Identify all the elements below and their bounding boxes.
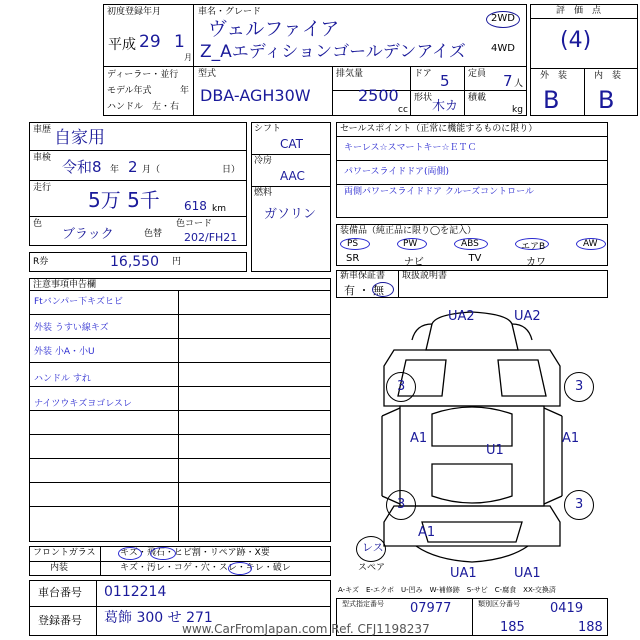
drive-4wd: 4WD — [491, 43, 515, 54]
spare-mark: レス — [362, 541, 384, 554]
mileage-label: 走行 — [33, 183, 52, 193]
note-5: ナイツウキズヨゴレスレ — [34, 399, 132, 409]
chassis-value: 0112214 — [104, 584, 167, 600]
mark-3-left-upper: 3 — [397, 379, 406, 394]
chassis-label: 車台番号 — [38, 586, 82, 599]
inspection-day-unit: 日） — [222, 165, 241, 175]
equip-ps: PS — [347, 239, 359, 249]
model-year-label: モデル年式 — [107, 86, 152, 96]
mark-a1-lower: A1 — [418, 525, 436, 540]
spare-label: スペア — [358, 563, 386, 573]
first-reg-label: 初度登録年月 — [107, 7, 162, 17]
warranty-circle — [372, 282, 394, 297]
warranty-value: 有 ・ 無 — [344, 284, 384, 297]
km-unit: km — [212, 204, 226, 214]
dim-2: 188 — [578, 620, 603, 635]
recycle-value: 16,550 — [110, 254, 159, 270]
era: 平成 — [108, 37, 136, 53]
ac-label: 冷房 — [254, 156, 273, 166]
category-value: 0419 — [550, 601, 584, 616]
exterior-score: B — [543, 86, 560, 114]
note-2: 外装 うすい線キズ — [34, 323, 109, 333]
reg-year: 29 — [139, 32, 161, 52]
dealer-label: ディーラー・並行 — [107, 70, 179, 80]
interior-label: 内 装 — [594, 71, 622, 81]
exterior-label: 外 装 — [540, 71, 568, 81]
damage-legend: A-キズ E-エクボ U-凹み W-補修跡 S-サビ C-腐食 XX-交換済 — [338, 586, 556, 594]
handle-label: ハンドル 左・右 — [107, 102, 180, 112]
equipment-label: 装備品（純正品に限り◯を記入） — [340, 226, 477, 236]
equip-navi: ナビ — [403, 257, 424, 268]
reg-type: 自家用 — [54, 128, 105, 148]
inspection-month: 2 — [128, 158, 138, 176]
mark-a1-left: A1 — [410, 431, 428, 446]
fuel-label: 燃料 — [254, 188, 273, 198]
drive-2wd: 2WD — [491, 13, 515, 24]
sales-point-2: パワースライドドア(両側) — [344, 167, 450, 177]
mileage-main: 5万 5千 — [88, 188, 160, 212]
inspection-month-unit: 月（ — [142, 165, 161, 175]
dim-1: 185 — [500, 620, 525, 635]
front-glass-value: キズ・飛石・ヒビ割・リペア跡・X要 — [120, 548, 270, 558]
capacity-unit: 人 — [514, 79, 524, 89]
color-change-label: 色替 — [144, 229, 163, 239]
sales-point-3: 両側パワースライドドア クルーズコントロール — [344, 187, 534, 197]
model-code: DBA-AGH30W — [200, 86, 311, 105]
recycle-label: R券 — [33, 257, 49, 267]
warranty-label: 新車保証書 — [340, 271, 386, 281]
mark-a1-right: A1 — [562, 431, 580, 446]
ac: AAC — [280, 169, 305, 183]
inspection-era: 令和8 — [62, 158, 102, 176]
equip-sr: SR — [346, 253, 360, 264]
equip-abs: ABS — [461, 239, 479, 249]
note-1: Ftバンパー下キズヒビ — [34, 297, 123, 307]
auth-label: 型式指定番号 — [342, 600, 384, 608]
grade: Z_Aエディションゴールデンアイズ — [200, 42, 466, 62]
score-label: 評 価 点 — [556, 6, 602, 16]
plate-value: 葛飾 300 せ 271 — [104, 610, 213, 626]
note-3: 外装 小A・小U — [34, 347, 95, 357]
inspection-label: 車検 — [33, 153, 52, 163]
displacement-label: 排気量 — [336, 69, 364, 79]
equip-pw: PW — [403, 239, 418, 249]
color: ブラック — [62, 227, 114, 242]
mark-ua2-left: UA2 — [448, 309, 475, 324]
shift-label: シフト — [254, 124, 282, 134]
equip-tv: TV — [468, 253, 482, 264]
kg-unit: kg — [512, 105, 523, 115]
mark-ua1-right: UA1 — [514, 566, 541, 581]
door-label: ドア — [414, 69, 432, 79]
mark-3-left-lower: 3 — [397, 497, 406, 512]
shape-label: 形状 — [414, 93, 433, 103]
note-4: ハンドル すれ — [34, 374, 91, 384]
equip-aw: AW — [583, 239, 598, 249]
reg-month: 1 — [174, 32, 185, 52]
score: (4) — [560, 28, 592, 53]
displacement: 2500 — [358, 86, 399, 105]
load-label: 積載 — [468, 93, 487, 103]
doors: 5 — [440, 72, 450, 90]
mark-ua1-left: UA1 — [450, 566, 477, 581]
sales-point-1: キーレス☆スマートキー☆ＥＴＣ — [344, 143, 477, 153]
color-label: 色 — [33, 219, 43, 229]
sales-points-label: セールスポイント（正常に機能するものに限り） — [340, 124, 538, 134]
inspection-year-unit: 年 — [110, 165, 120, 175]
notes-label: 注意事項申告欄 — [33, 280, 97, 290]
plate-label: 登録番号 — [38, 614, 82, 627]
manual-label: 取扱説明書 — [402, 271, 448, 281]
fuel: ガソリン — [264, 207, 317, 222]
type-label: 型式 — [198, 69, 217, 79]
mileage-sub: 618 — [184, 199, 207, 213]
category-label: 類別区分番号 — [478, 600, 520, 608]
capacity: 7 — [503, 72, 513, 90]
shift: CAT — [280, 137, 303, 151]
front-glass-label: フロントガラス — [33, 548, 96, 558]
equip-airbag: エアB — [521, 242, 546, 252]
car-grade-label: 車名・グレード — [198, 7, 262, 17]
mark-ua2-right: UA2 — [514, 309, 541, 324]
model-year-unit: 年 — [180, 86, 190, 96]
watermark: www.CarFromJapan.com Ref. CFJ1198237 — [182, 622, 430, 636]
color-code-label: 色コード — [176, 219, 213, 229]
interior-cond-label: 内装 — [50, 563, 69, 573]
mark-3-right-lower: 3 — [575, 497, 584, 512]
month-unit: 月 — [184, 53, 192, 62]
shape: 木カ — [432, 99, 459, 114]
color-code: 202/FH21 — [184, 231, 238, 244]
capacity-label: 定員 — [468, 69, 487, 79]
equipment-row-1 — [340, 238, 606, 250]
yen-unit: 円 — [172, 257, 182, 267]
car-name: ヴェルファイア — [208, 18, 340, 40]
reg-type-label: 車歴 — [33, 125, 52, 135]
interior-cond-value: キズ・汚レ・コゲ・穴・スレ・キレ・破レ — [120, 563, 291, 573]
auth-value: 07977 — [410, 601, 452, 616]
cc-unit: cc — [398, 105, 408, 115]
equipment-row-2 — [346, 253, 546, 268]
mark-u1: U1 — [486, 443, 504, 458]
equip-leather: カワ — [525, 257, 546, 268]
mark-3-right-upper: 3 — [575, 379, 584, 394]
interior-score: B — [598, 86, 615, 114]
